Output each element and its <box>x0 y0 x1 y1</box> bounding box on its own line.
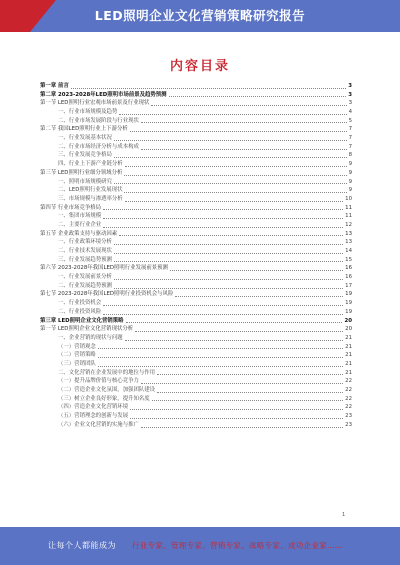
toc-entry[interactable] <box>40 369 352 378</box>
toc-leader-dots <box>114 243 343 245</box>
footer-roles: 行业专家、管理专家、营销专家、战略专家、成功企业家…… <box>132 541 343 550</box>
toc-entry-page: 10 <box>345 195 352 202</box>
toc-entry[interactable] <box>40 273 352 282</box>
toc-leader-dots <box>130 417 343 419</box>
toc-entry-text: （一）营销观念 <box>58 343 96 350</box>
toc-leader-dots <box>103 217 343 219</box>
toc-leader-dots <box>98 365 343 367</box>
toc-entry[interactable] <box>40 256 352 265</box>
toc-entry-text: 一、企业营销的现状与问题 <box>58 334 123 341</box>
toc-entry[interactable] <box>40 412 352 421</box>
toc-leader-dots <box>141 148 347 150</box>
toc-entry-text: 第三节 LED照明行业细分领域分析 <box>40 169 123 176</box>
toc-entry-page: 14 <box>345 248 352 255</box>
toc-leader-dots <box>98 356 343 358</box>
toc-entry-text: （四）营造企业文化营销环境 <box>58 404 129 411</box>
toc-entry-page: 9 <box>348 169 352 176</box>
toc-entry[interactable] <box>40 143 352 152</box>
toc-leader-dots <box>141 121 347 123</box>
toc-entry[interactable] <box>40 403 352 412</box>
toc-entry[interactable] <box>40 308 352 317</box>
toc-leader-dots <box>125 200 343 202</box>
toc-entry-page: 19 <box>345 291 352 298</box>
toc-entry-page: 20 <box>344 317 352 324</box>
toc-entry-page: 23 <box>345 421 352 428</box>
toc-entry[interactable] <box>40 291 352 300</box>
toc-entry[interactable] <box>40 195 352 204</box>
toc-entry-text: （二）营销策略 <box>58 352 96 359</box>
toc-entry-text: 二、行业技术发展现状 <box>58 248 112 255</box>
toc-entry-page: 9 <box>348 178 352 185</box>
toc-entry-text: 第一节 LED照明企业文化营销现状分析 <box>40 326 134 333</box>
toc-entry-text: 第二章 2023-2028年LED照明市场前景及趋势预测 <box>40 91 167 98</box>
toc-leader-dots <box>125 339 343 341</box>
page-number: 1 <box>342 512 346 518</box>
toc-entry-page: 4 <box>348 109 352 116</box>
toc-entry-text: 第四节 行业市场竞争格局 <box>40 204 102 211</box>
toc-entry-text: 二、LED照明行业发展现状 <box>58 187 123 194</box>
toc-entry[interactable] <box>40 395 352 404</box>
toc-entry-page: 23 <box>345 413 352 420</box>
toc-entry-text: 一、集团市场规模 <box>58 213 102 220</box>
toc-leader-dots <box>124 191 346 193</box>
toc-entry-page: 21 <box>345 352 352 359</box>
toc-leader-dots <box>141 382 343 384</box>
report-title: LED照明企业文化营销策略研究报告 <box>94 8 306 23</box>
toc-leader-dots <box>152 399 343 401</box>
toc-title: 内容目录 <box>169 59 230 74</box>
toc-entry-text: 二、行业市场经济分析与成本构成 <box>58 143 139 150</box>
toc-entry-page: 22 <box>345 378 352 385</box>
toc-leader-dots <box>103 226 343 228</box>
toc-leader-dots <box>103 208 343 210</box>
toc-leader-dots <box>114 260 343 262</box>
toc-entry-text: （二）营造企业文化氛围，加强团队建设 <box>58 387 156 394</box>
toc-leader-dots <box>141 426 343 428</box>
toc-entry-text: 二、行业投资风险 <box>58 308 102 315</box>
toc-entry[interactable] <box>40 334 352 343</box>
toc-entry-text: 二、文化营销在企业发展中的地位与作用 <box>58 369 156 376</box>
toc-entry[interactable] <box>40 247 352 256</box>
toc-leader-dots <box>114 287 343 289</box>
toc-leader-dots <box>169 95 347 97</box>
toc-entry-page: 19 <box>345 300 352 307</box>
toc-leader-dots <box>130 408 343 410</box>
toc-entry[interactable] <box>40 134 352 143</box>
toc-leader-dots <box>114 252 343 254</box>
toc-leader-dots <box>157 373 343 375</box>
toc-leader-dots <box>103 304 343 306</box>
toc-entry-text: 一、行业发展前景分析 <box>58 274 112 281</box>
footer-bar <box>0 527 400 565</box>
toc-leader-dots <box>98 347 343 349</box>
toc-entry-page: 16 <box>345 274 352 281</box>
toc-entry-page: 9 <box>348 187 352 194</box>
toc-entry-text: 一、行业市场规模及趋势 <box>58 109 118 116</box>
toc-entry[interactable] <box>40 221 352 230</box>
toc-leader-dots <box>175 295 343 297</box>
toc-entry-page: 15 <box>345 256 352 263</box>
toc-entry-page: 3 <box>348 82 352 89</box>
toc-entry-text: 四、行业上下游产业链分析 <box>58 161 123 168</box>
toc-entry[interactable] <box>40 186 352 195</box>
toc-entry[interactable] <box>40 82 352 91</box>
toc-entry-page: 9 <box>348 161 352 168</box>
toc-entry-text: 第一章 前言 <box>40 82 69 89</box>
toc-entry[interactable] <box>40 91 352 100</box>
toc-leader-dots <box>151 104 346 106</box>
toc-leader-dots <box>114 182 347 184</box>
toc-entry-page: 13 <box>345 230 352 237</box>
toc-entry[interactable] <box>40 230 352 239</box>
toc-entry[interactable] <box>40 178 352 187</box>
toc-entry[interactable] <box>40 204 352 213</box>
toc-entry-text: 一、行业发展基本状况 <box>58 135 112 142</box>
toc-entry-text: 第六节 2023-2028年我国LED照明行业发展前景预测 <box>40 265 168 272</box>
toc-entry-text: 三、市场规模与渗透率分析 <box>58 195 123 202</box>
toc-entry-page: 21 <box>345 360 352 367</box>
toc-entry-page: 21 <box>345 343 352 350</box>
toc-leader-dots <box>114 278 343 280</box>
toc-entry-text: 三、行业发展竞争格局 <box>58 152 112 159</box>
toc-entry-text: 二、行业发展趋势预测 <box>58 282 112 289</box>
footer-slogan: 让每个人都能成为 <box>48 541 116 550</box>
toc-leader-dots <box>125 165 347 167</box>
toc-entry-text: 一、行业政策环境分析 <box>58 239 112 246</box>
toc-entry-text: 二、主要行业企业 <box>58 221 102 228</box>
toc-entry[interactable] <box>40 282 352 291</box>
toc-entry-page: 5 <box>348 117 352 124</box>
toc-entry-page: 19 <box>345 308 352 315</box>
toc-entry-text: （三）营销团队 <box>58 360 96 367</box>
toc-leader-dots <box>130 130 347 132</box>
toc-entry-page: 8 <box>348 152 352 159</box>
toc-entry[interactable] <box>40 152 352 161</box>
toc-entry[interactable] <box>40 386 352 395</box>
toc-entry-text: 第三章 LED照明企业文化营销策略 <box>40 317 124 324</box>
toc-entry-text: 一、行业投资机会 <box>58 300 102 307</box>
toc-leader-dots <box>119 234 343 236</box>
toc-entry-text: 第五节 企业政策支持与驱动因素 <box>40 230 118 237</box>
toc-entry[interactable] <box>40 377 352 386</box>
toc-leader-dots <box>114 139 347 141</box>
toc-entry[interactable] <box>40 421 352 430</box>
toc-entry-page: 3 <box>348 91 352 98</box>
toc-entry-page: 16 <box>345 265 352 272</box>
toc-entry-page: 3 <box>348 100 352 107</box>
toc-entry[interactable] <box>40 117 352 126</box>
toc-list <box>40 82 352 430</box>
toc-entry[interactable] <box>40 360 352 369</box>
toc-entry[interactable] <box>40 351 352 360</box>
toc-entry-page: 22 <box>345 387 352 394</box>
toc-leader-dots <box>119 113 346 115</box>
toc-entry-text: （五）营销理念的创新与发展 <box>58 413 129 420</box>
toc-leader-dots <box>157 391 343 393</box>
toc-entry[interactable] <box>40 108 352 117</box>
toc-entry[interactable] <box>40 343 352 352</box>
toc-entry-page: 22 <box>345 404 352 411</box>
toc-entry-page: 11 <box>345 204 352 211</box>
toc-entry[interactable] <box>40 317 352 326</box>
toc-entry-page: 13 <box>345 239 352 246</box>
toc-entry[interactable] <box>40 325 352 334</box>
toc-entry-page: 7 <box>348 143 352 150</box>
toc-leader-dots <box>71 87 346 89</box>
toc-entry[interactable] <box>40 160 352 169</box>
toc-entry-page: 7 <box>348 135 352 142</box>
toc-entry-page: 17 <box>345 282 352 289</box>
toc-entry-text: 第七节 2023-2028年我国LED照明行业投资机会与风险 <box>40 291 174 298</box>
toc-entry-text: （三）树立企业良好形象，提升知名度 <box>58 395 150 402</box>
toc-leader-dots <box>103 313 343 315</box>
toc-entry-text: 一、照明市场规模研究 <box>58 178 112 185</box>
toc-entry-page: 12 <box>345 221 352 228</box>
toc-leader-dots <box>114 156 347 158</box>
toc-entry-text: （六）企业文化营销的实施与推广 <box>58 421 139 428</box>
toc-entry[interactable] <box>40 212 352 221</box>
toc-leader-dots <box>170 269 343 271</box>
toc-entry-page: 21 <box>345 334 352 341</box>
toc-entry-text: 二、行业市场发展阶段与行业现状 <box>58 117 139 124</box>
toc-entry-text: 第二节 我国LED照明行业上下游分析 <box>40 126 128 133</box>
toc-entry-text: 第一节 LED照明行业宏观市场前景及行业现状 <box>40 100 150 107</box>
toc-leader-dots <box>124 174 346 176</box>
toc-entry-page: 7 <box>348 126 352 133</box>
toc-entry-page: 20 <box>345 326 352 333</box>
toc-entry-page: 21 <box>345 369 352 376</box>
toc-entry[interactable] <box>40 238 352 247</box>
toc-entry-page: 22 <box>345 395 352 402</box>
toc-entry-text: （一）提升品牌价值与核心竞争力 <box>58 378 139 385</box>
toc-entry[interactable] <box>40 299 352 308</box>
toc-entry[interactable] <box>40 169 352 178</box>
toc-entry-text: 三、行业发展趋势预测 <box>58 256 112 263</box>
toc-entry[interactable] <box>40 125 352 134</box>
toc-leader-dots <box>135 330 343 332</box>
toc-entry-page: 11 <box>345 213 352 220</box>
toc-entry[interactable] <box>40 99 352 108</box>
header-bar <box>0 0 400 32</box>
toc-leader-dots <box>126 321 343 323</box>
toc-entry[interactable] <box>40 264 352 273</box>
